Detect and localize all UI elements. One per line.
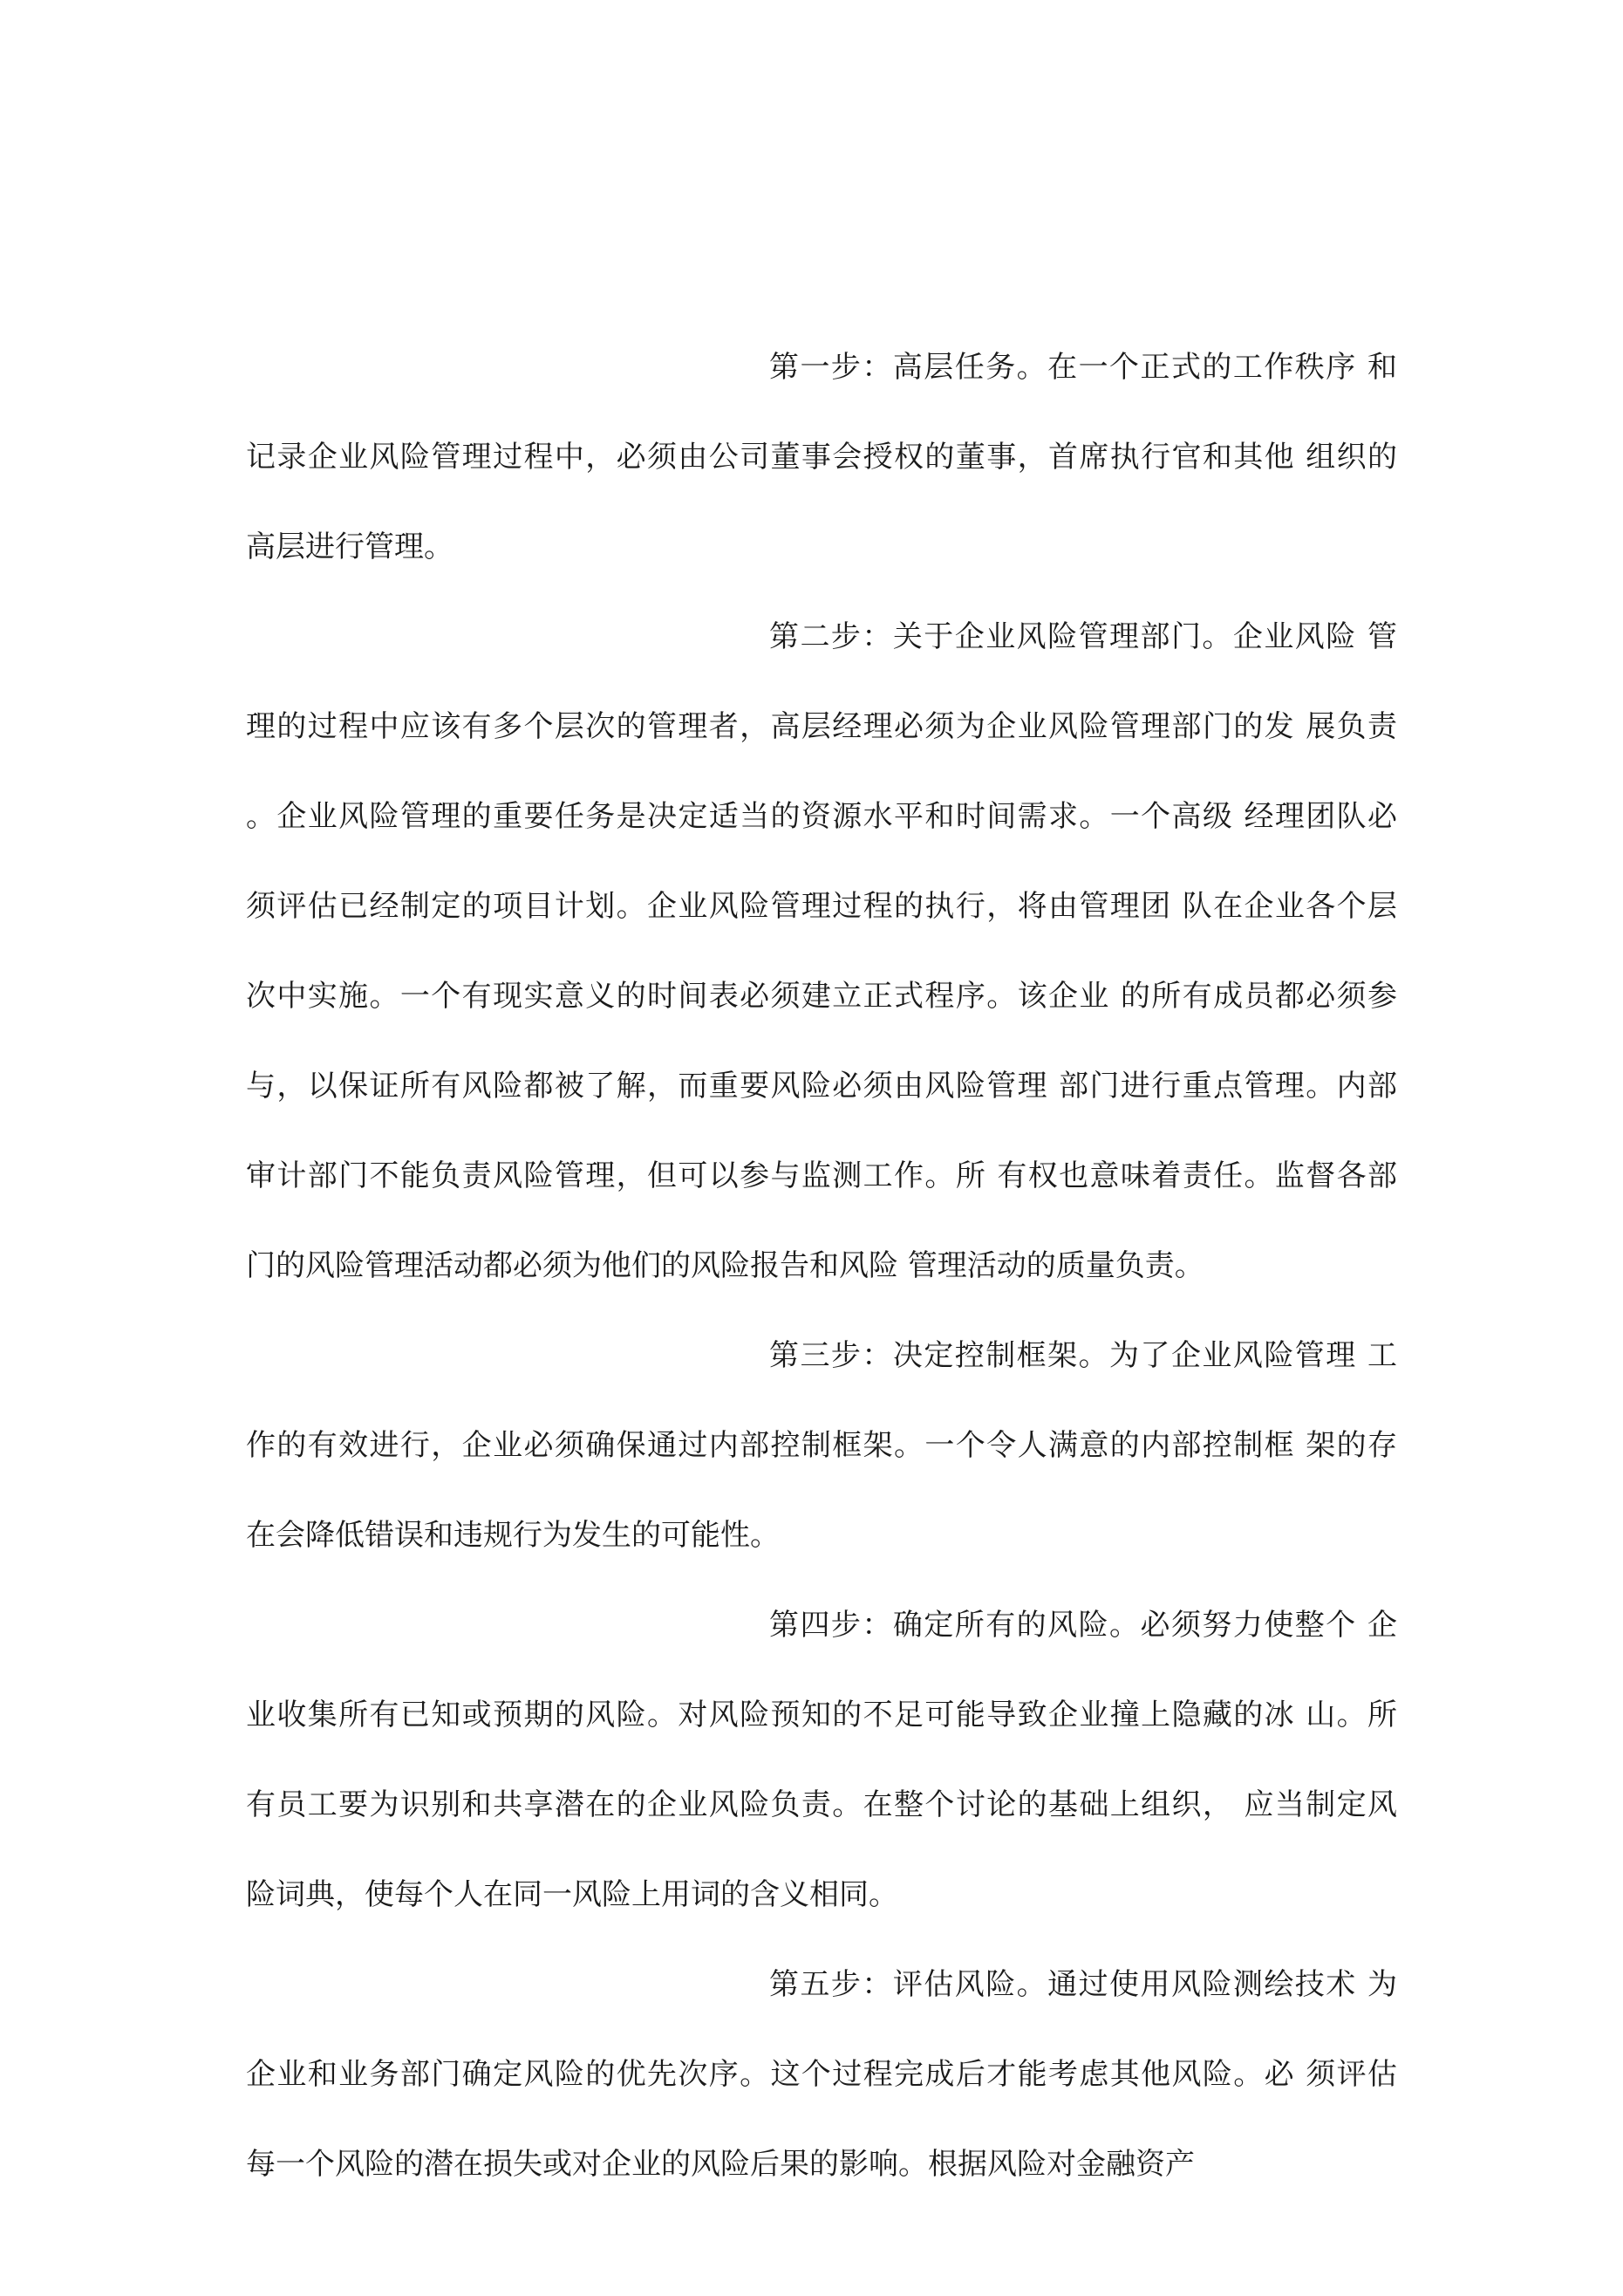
paragraph-step-4	[246, 1581, 1397, 1940]
text-line: 高层进行管理。	[246, 530, 453, 564]
text-line: 在会降低错误和违规行为发生的可能性。	[246, 1518, 780, 1553]
text-line: 与，以保证所有风险都被了解，而重要风险必须由风险管理 部门进行重点管理。内部	[246, 1069, 1397, 1104]
text-line: 作的有效进行，企业必须确保通过内部控制框架。一个令人满意的内部控制框 架的存	[246, 1428, 1397, 1463]
text-line: 理的过程中应该有多个层次的管理者，高层经理必须为企业风险管理部门的发 展负责	[246, 709, 1397, 744]
text-line: 第一步：高层任务。在一个正式的工作秩序 和	[769, 350, 1397, 385]
text-line: 险词典，使每个人在同一风险上用词的含义相同。	[246, 1877, 898, 1912]
text-line: 门的风险管理活动都必须为他们的风险报告和风险 管理活动的质量负责。	[246, 1248, 1204, 1283]
paragraph-step-3	[246, 1311, 1397, 1581]
text-line: 须评估已经制定的项目计划。企业风险管理过程的执行，将由管理团 队在企业各个层	[246, 889, 1397, 924]
paragraph-step-5	[246, 1940, 1397, 2210]
text-line: 企业和业务部门确定风险的优先次序。这个过程完成后才能考虑其他风险。必 须评估	[246, 2057, 1397, 2092]
text-line: 次中实施。一个有现实意义的时间表必须建立正式程序。该企业 的所有成员都必须参	[246, 979, 1397, 1014]
text-line: 。企业风险管理的重要任务是决定适当的资源水平和时间需求。一个高级 经理团队必	[246, 799, 1397, 834]
text-line: 记录企业风险管理过程中，必须由公司董事会授权的董事，首席执行官和其他 组织的	[246, 440, 1397, 475]
text-line: 有员工要为识别和共享潜在的企业风险负责。在整个讨论的基础上组织， 应当制定风	[246, 1787, 1397, 1822]
text-line: 第四步：确定所有的风险。必须努力使整个 企	[769, 1608, 1397, 1643]
text-line: 第五步：评估风险。通过使用风险测绘技术 为	[769, 1967, 1397, 2002]
document-body	[246, 323, 1397, 2210]
text-line: 第三步：决定控制框架。为了企业风险管理 工	[769, 1338, 1397, 1373]
text-line: 每一个风险的潜在损失或对企业的风险后果的影响。根据风险对金融资产	[246, 2147, 1195, 2182]
text-line: 业收集所有已知或预期的风险。对风险预知的不足可能导致企业撞上隐藏的冰 山。所	[246, 1698, 1397, 1732]
paragraph-step-2	[246, 592, 1397, 1311]
text-line: 第二步：关于企业风险管理部门。企业风险 管	[769, 619, 1397, 654]
paragraph-step-1	[246, 323, 1397, 592]
text-line: 审计部门不能负责风险管理，但可以参与监测工作。所 有权也意味着责任。监督各部	[246, 1158, 1397, 1193]
